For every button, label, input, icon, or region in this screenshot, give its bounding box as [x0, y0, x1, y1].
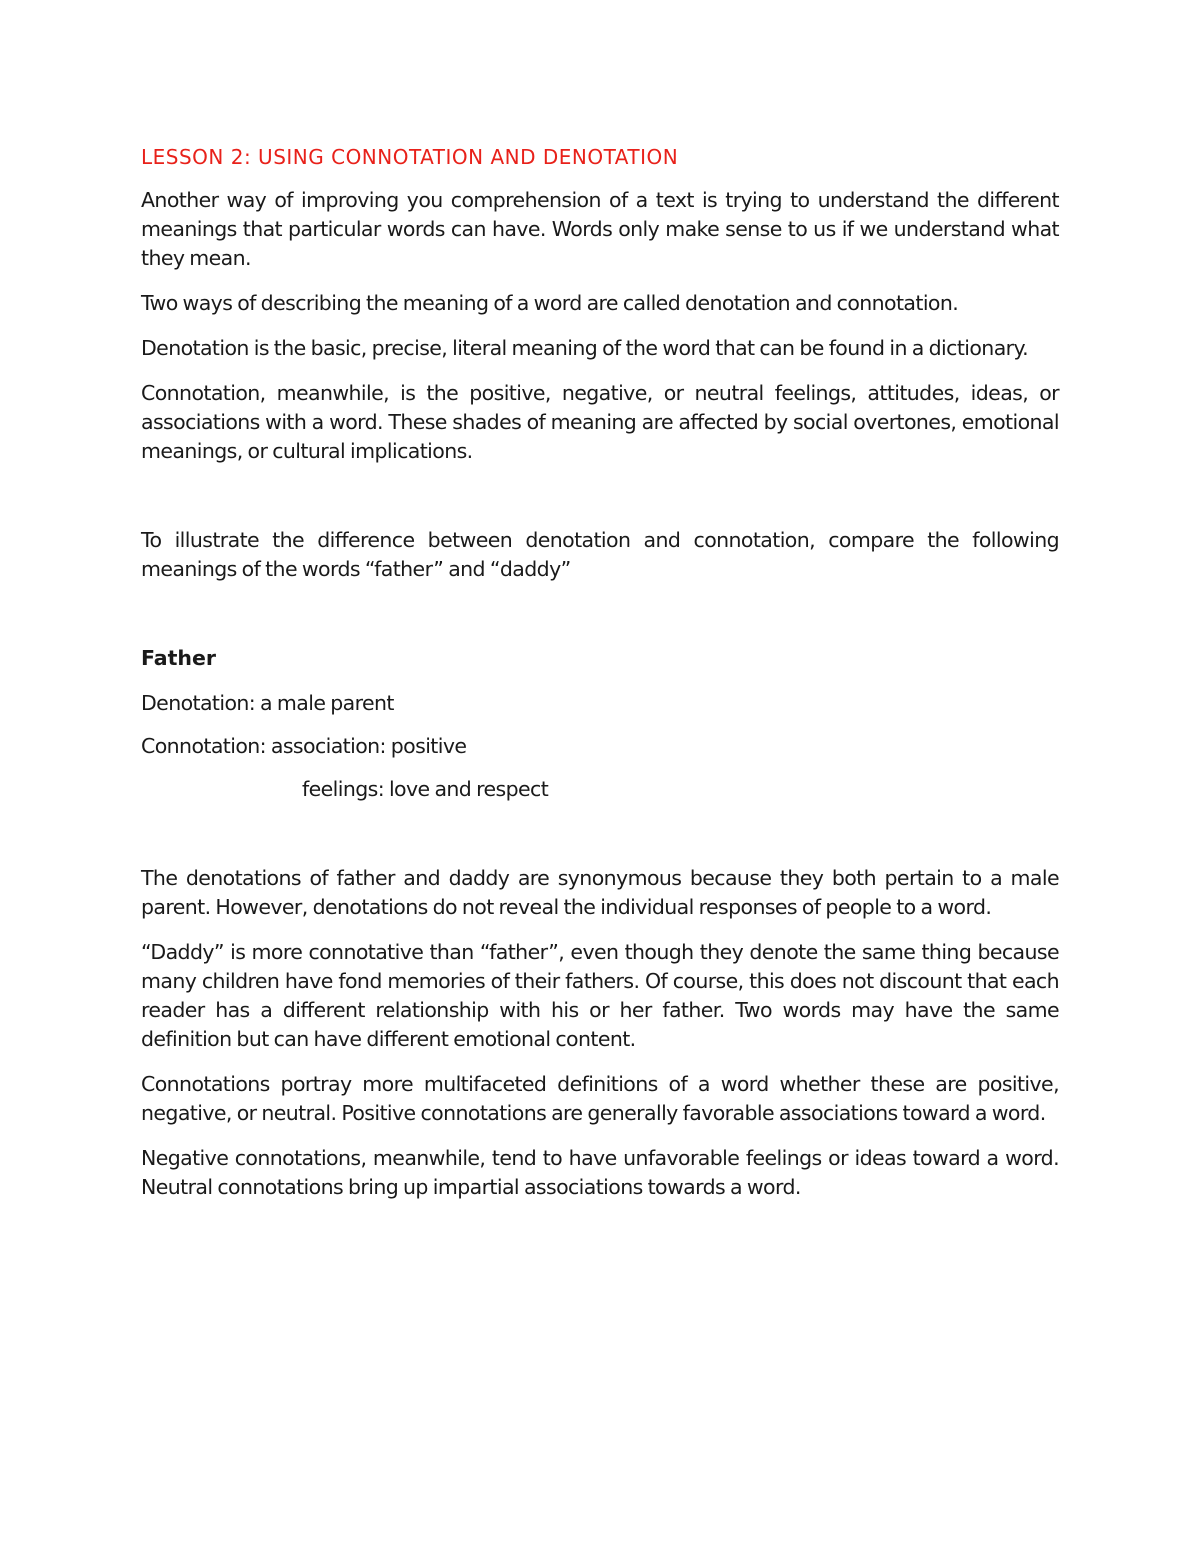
- example-connotation-association: Connotation: association: positive: [141, 734, 467, 758]
- discussion-paragraph-1: The denotations of father and daddy are synonymous because they both pertain to a male parent. However, denotations do not reveal the individual responses of people to a word.: [141, 866, 1059, 919]
- intro-paragraph: Another way of improving you comprehension of a text is trying to understand the different meanings that particular words can have. Words only make sense to us if we understand what they mean.: [141, 188, 1059, 270]
- denotation-definition-paragraph: Denotation is the basic, precise, literal meaning of the word that can be found in a dictionary.: [141, 336, 1029, 360]
- discussion-paragraph-2: “Daddy” is more connotative than “father”, even though they denote the same thing because many children have fond memories of their fathers. Of course, this does not discount that each reader has a different relationship with his or her father. Two words may have the same definition but can have different emotional content.: [141, 940, 1059, 1051]
- connotation-definition-paragraph: Connotation, meanwhile, is the positive, negative, or neutral feelings, attitudes, ideas, or associations with a word. These shades of meaning are affected by social overtones, emotional meanings, or cultural implications.: [141, 381, 1059, 463]
- lesson-title: LESSON 2: USING CONNOTATION AND DENOTATION: [141, 145, 679, 169]
- document-page: [141, 142, 1059, 1218]
- example-heading: Father: [141, 646, 217, 670]
- example-denotation: Denotation: a male parent: [141, 691, 394, 715]
- illustrate-paragraph: To illustrate the difference between denotation and connotation, compare the following meanings of the words “father” and “daddy”: [141, 528, 1059, 581]
- example-connotation-feelings: feelings: love and respect: [302, 777, 549, 801]
- discussion-paragraph-4: Negative connotations, meanwhile, tend to have unfavorable feelings or ideas toward a word. Neutral connotations bring up impartial associations towards a word.: [141, 1146, 1059, 1199]
- discussion-paragraph-3: Connotations portray more multifaceted definitions of a word whether these are positive, negative, or neutral. Positive connotations are generally favorable associations toward a word.: [141, 1072, 1059, 1125]
- two-ways-paragraph: Two ways of describing the meaning of a word are called denotation and connotation.: [141, 291, 959, 315]
